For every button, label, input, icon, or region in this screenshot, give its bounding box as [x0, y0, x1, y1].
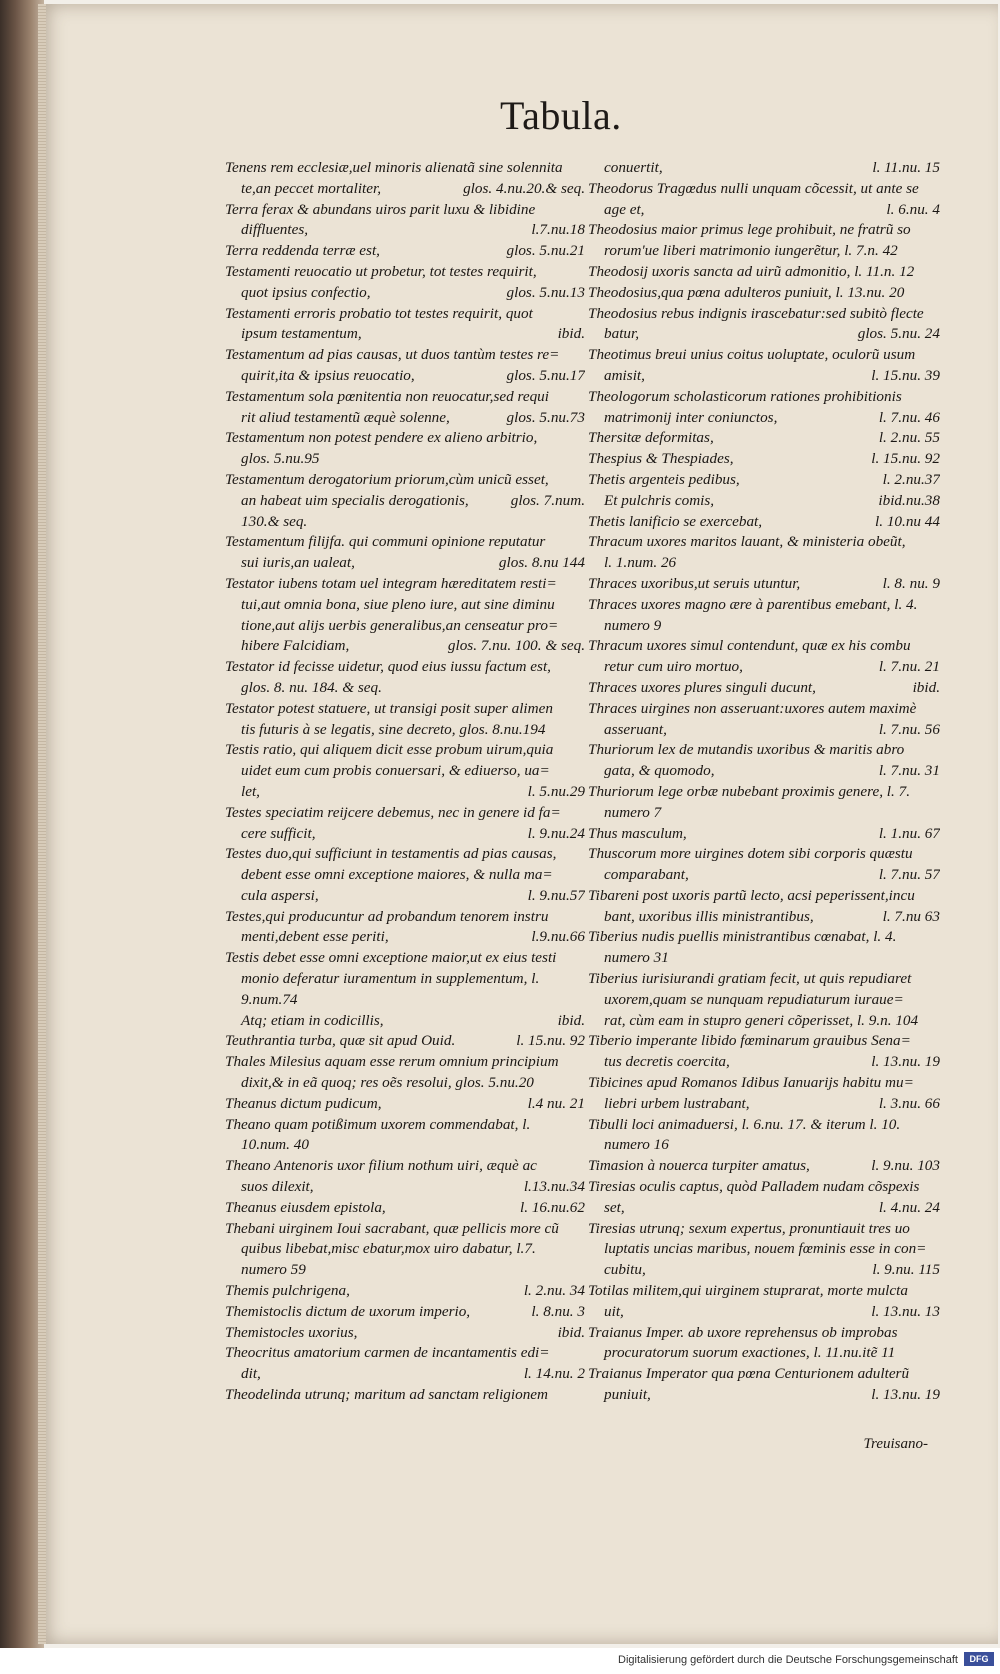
index-entry-line [588, 1094, 940, 1115]
entry-reference: l. 9.nu.57 [527, 886, 585, 904]
index-entry-line [588, 532, 940, 553]
entry-text: dit, [241, 1365, 261, 1383]
entry-text: glos. 5.nu.95 [241, 450, 320, 468]
entry-reference: glos. 7.num. [510, 491, 585, 509]
index-entry-line [225, 824, 585, 845]
entry-reference: l. 9.nu. 115 [872, 1261, 940, 1279]
index-entry-line [588, 1115, 940, 1136]
index-entry-line [225, 1073, 585, 1094]
index-entry-line [225, 927, 585, 948]
entry-text: Thraces uxoribus,ut seruis utuntur, [588, 574, 801, 592]
entry-text: Theodelinda utrunq; maritum ad sanctam religionem [225, 1386, 548, 1404]
index-entry-line [588, 699, 940, 720]
index-entry-line [588, 512, 940, 533]
entry-reference: l. 15.nu. 92 [516, 1032, 585, 1050]
index-entry-line [225, 345, 585, 366]
index-entry-line [588, 470, 940, 491]
index-entry-line [225, 1364, 585, 1385]
index-entry-line [588, 241, 940, 262]
index-entry-line [225, 304, 585, 325]
index-entry-line [225, 408, 585, 429]
index-entry-line [588, 1239, 940, 1260]
entry-text: quirit,ita & ipsius reuocatio, [241, 366, 415, 384]
entry-text: Testamenti erroris probatio tot testes requirit, quot [225, 304, 533, 322]
entry-text: Thespius & Thespiades, [588, 450, 734, 468]
entry-reference: l. 7.nu. 31 [878, 762, 940, 780]
entry-text: tus decretis coercita, [604, 1053, 730, 1071]
entry-reference: l. 10.nu 44 [875, 512, 940, 530]
entry-text: Totilas militem,qui uirginem stuprarat, morte mulcta [588, 1282, 908, 1300]
entry-text: Theotimus breui unius coitus uoluptate, oculorũ usum [588, 346, 916, 364]
entry-text: retur cum uiro mortuo, [604, 658, 743, 676]
entry-reference: ibid.nu.38 [878, 491, 940, 509]
index-entry-line [588, 1364, 940, 1385]
entry-text: debent esse omni exceptione maiores, & nulla ma= [241, 866, 553, 884]
entry-text: set, [604, 1198, 625, 1216]
entry-reference: l.7.nu.18 [531, 221, 585, 239]
catchword: Treuisano- [863, 1436, 928, 1452]
index-entry-line [588, 324, 940, 345]
entry-text: Thuriorum lege orbæ nubebant proximis genere, l. 7. [588, 782, 911, 800]
entry-text: Tibareni post uxoris partũ lecto, acsi peperissent,incu [588, 886, 915, 904]
entry-text: Theodosij uxoris sancta ad uirũ admonitio, l. 11.n. 12 [588, 262, 915, 280]
index-entry-line [225, 428, 585, 449]
index-entry-line [588, 1177, 940, 1198]
index-entry-line [225, 616, 585, 637]
index-entry-line [588, 595, 940, 616]
entry-text: Traianus Imper. ab uxore reprehensus ob improbas [588, 1323, 898, 1341]
index-entry-line [588, 1302, 940, 1323]
index-entry-line [225, 262, 585, 283]
index-entry-line [588, 1323, 940, 1344]
entry-reference: l. 7.nu. 21 [878, 658, 940, 676]
entry-reference: l. 15.nu. 39 [871, 366, 940, 384]
index-entry-line [588, 990, 940, 1011]
index-entry-line [588, 1031, 940, 1052]
index-entry-line [225, 1385, 585, 1406]
entry-text: Theanus eiusdem epistola, [225, 1198, 386, 1216]
entry-reference: l. 15.nu. 92 [871, 450, 940, 468]
entry-text: rit aliud testamentũ æquè solenne, [241, 408, 450, 426]
entry-text: Thebani uirginem Ioui sacrabant, quæ pellicis more cũ [225, 1219, 559, 1237]
index-entry-line [588, 428, 940, 449]
entry-reference: glos. 8.nu 144 [498, 554, 585, 572]
entry-text: comparabant, [604, 866, 689, 884]
index-entry-line [225, 1156, 585, 1177]
index-entry-line [588, 616, 940, 637]
entry-text: Testes speciatim reijcere debemus, nec in genere id fa= [225, 803, 561, 821]
index-entry-line [225, 1198, 585, 1219]
index-entry-line [588, 387, 940, 408]
entry-text: glos. 8. nu. 184. & seq. [241, 678, 382, 696]
entry-text: Tiberius nudis puellis ministrantibus cœnabat, l. 4. [588, 928, 897, 946]
index-entry-line [225, 1031, 585, 1052]
entry-text: numero 59 [241, 1261, 306, 1279]
entry-text: menti,debent esse periti, [241, 928, 389, 946]
index-entry-line [225, 1343, 585, 1364]
entry-reference: l. 14.nu. 2 [523, 1365, 585, 1383]
entry-text: hibere Falcidiam, [241, 637, 350, 655]
entry-text: diffluentes, [241, 221, 309, 239]
index-entry-line [225, 1115, 585, 1136]
index-entry-line [588, 574, 940, 595]
entry-text: Thus masculum, [588, 824, 687, 842]
index-entry-line [588, 927, 940, 948]
entry-reference: glos. 5.nu.13 [506, 283, 585, 301]
page-title: Tabula. [500, 93, 622, 138]
entry-reference: l.4 nu. 21 [527, 1094, 585, 1112]
entry-text: Thraces uirgines non asseruant:uxores autem maximè [588, 699, 917, 717]
entry-reference: glos. 5.nu.21 [506, 242, 585, 260]
index-entry-line [225, 1011, 585, 1032]
index-entry-line [225, 512, 585, 533]
index-entry-line [588, 948, 940, 969]
index-entry-line [225, 678, 585, 699]
entry-text: Thetis argenteis pedibus, [588, 470, 740, 488]
entry-text: bant, uxoribus illis ministrantibus, [604, 907, 814, 925]
entry-text: puniuit, [604, 1386, 651, 1404]
entry-text: Theanus dictum pudicum, [225, 1094, 382, 1112]
entry-text: Tibulli loci animaduersi, l. 6.nu. 17. & iterum l. 10. [588, 1115, 901, 1133]
index-entry-line [588, 1011, 940, 1032]
index-entry-line [588, 345, 940, 366]
entry-text: numero 9 [604, 616, 662, 634]
entry-text: an habeat uim specialis derogationis, [241, 491, 469, 509]
entry-text: Et pulchris comis, [604, 491, 715, 509]
index-entry-line [588, 1385, 940, 1406]
entry-reference: l. 16.nu.62 [520, 1198, 585, 1216]
entry-text: cere sufficit, [241, 824, 316, 842]
index-entry-line [588, 1198, 940, 1219]
entry-reference: ibid. [912, 678, 940, 696]
entry-reference: glos. 7.nu. 100. & seq. [447, 637, 585, 655]
index-entry-line [225, 532, 585, 553]
entry-reference: l. 7.nu. 46 [878, 408, 940, 426]
entry-text: numero 31 [604, 949, 669, 967]
index-entry-line [588, 491, 940, 512]
entry-text: Testamentum derogatorium priorum,cùm unicũ esset, [225, 470, 549, 488]
entry-text: 9.num.74 [241, 990, 298, 1008]
entry-reference: l. 9.nu.24 [527, 824, 585, 842]
entry-reference: l. 5.nu.29 [527, 782, 585, 800]
entry-text: rorum'ue liberi matrimonio iungerẽtur, l. 7.n. 42 [604, 242, 898, 260]
index-entry-line [225, 657, 585, 678]
entry-text: Themis pulchrigena, [225, 1282, 350, 1300]
entry-text: Atq; etiam in codicillis, [241, 1011, 384, 1029]
entry-text: Thersitæ deformitas, [588, 429, 714, 447]
entry-text: Testes duo,qui sufficiunt in testamentis ad pias causas, [225, 845, 557, 863]
index-entry-line [225, 844, 585, 865]
entry-text: Tiberio imperante libido fœminarum grauibus Sena= [588, 1032, 911, 1050]
entry-text: conuertit, [604, 159, 663, 176]
index-entry-line [225, 283, 585, 304]
entry-text: Theologorum scholasticorum rationes prohibitionis [588, 387, 902, 405]
index-entry-line [225, 636, 585, 657]
index-entry-line [588, 824, 940, 845]
index-entry-line [225, 574, 585, 595]
entry-text: Timasion à nouerca turpiter amatus, [588, 1157, 810, 1175]
index-entry-line [588, 304, 940, 325]
entry-text: 130.& seq. [241, 512, 308, 530]
entry-text: Teuthrantia turba, quæ sit apud Ouid. [225, 1032, 456, 1050]
entry-text: uit, [604, 1302, 624, 1320]
index-entry-line [225, 1177, 585, 1198]
entry-reference: l. 2.nu. 34 [523, 1282, 585, 1300]
entry-reference: l. 13.nu. 19 [871, 1386, 940, 1404]
entry-reference: glos. 5.nu.17 [506, 366, 585, 384]
index-entry-line [588, 865, 940, 886]
index-entry-line [225, 1135, 585, 1156]
entry-text: 10.num. 40 [241, 1136, 309, 1154]
index-entry-line [588, 553, 940, 574]
entry-text: Testes,qui producuntur ad probandum tenorem instru [225, 907, 549, 925]
index-entry-line [225, 1260, 585, 1281]
entry-reference: ibid. [557, 1011, 585, 1029]
index-entry-line [225, 200, 585, 221]
entry-text: tione,aut alijs uerbis generalibus,an censeatur pro= [241, 616, 559, 634]
entry-reference: l. 8.nu. 3 [531, 1302, 585, 1320]
index-entry-line [588, 449, 940, 470]
entry-reference: l. 3.nu. 66 [878, 1094, 940, 1112]
entry-text: Testamenti reuocatio ut probetur, tot testes requirit, [225, 262, 537, 280]
entry-text: Tiresias utrunq; sexum expertus, pronuntiauit tres uo [588, 1219, 910, 1237]
entry-text: uidet eum cum probis conuersari, & ediuerso, ua= [241, 762, 550, 780]
entry-reference: l. 7.nu 63 [882, 907, 940, 925]
index-entry-line [588, 262, 940, 283]
index-entry-line [225, 1094, 585, 1115]
index-entry-line [588, 886, 940, 907]
entry-reference: l. 13.nu. 13 [871, 1302, 940, 1320]
index-entry-line [588, 720, 940, 741]
index-entry-line [225, 241, 585, 262]
index-entry-line [225, 1281, 585, 1302]
entry-reference: l.13.nu.34 [523, 1178, 585, 1196]
index-entry-line [588, 636, 940, 657]
page-edge [38, 4, 46, 1644]
index-entry-line [588, 678, 940, 699]
entry-reference: l. 9.nu. 103 [871, 1157, 940, 1175]
index-entry-line [225, 491, 585, 512]
index-entry-line [225, 179, 585, 200]
index-entry-line [588, 803, 940, 824]
index-entry-line [588, 1260, 940, 1281]
index-entry-line [588, 844, 940, 865]
index-entry-line [588, 1052, 940, 1073]
entry-text: Tiberius iurisiurandi gratiam fecit, ut quis repudiaret [588, 970, 912, 988]
entry-reference: l. 4.nu. 24 [878, 1198, 940, 1216]
entry-text: ipsum testamentum, [241, 325, 362, 343]
entry-text: Theodorus Tragœdus nulli unquam cõcessit, ut ante se [588, 179, 919, 197]
entry-text: Traianus Imperator qua pœna Centurionem adulterũ [588, 1365, 910, 1383]
index-entry-line [588, 158, 940, 179]
index-entry-line [588, 907, 940, 928]
entry-reference: glos. 5.nu. 24 [857, 325, 940, 343]
entry-text: Theocritus amatorium carmen de incantamentis edi= [225, 1344, 550, 1362]
entry-text: age et, [604, 200, 645, 218]
entry-text: Tibicines apud Romanos Idibus Ianuarijs habitu mu= [588, 1074, 914, 1092]
entry-text: tis futuris à se legatis, sine decreto, glos. 8.nu.194 [241, 720, 546, 738]
index-column-right [588, 158, 940, 1406]
index-entry-line [225, 1323, 585, 1344]
entry-reference: glos. 5.nu.73 [506, 408, 585, 426]
index-entry-line [225, 449, 585, 470]
entry-text: dixit,& in eã quoq; res oẽs resolui, glos. 5.nu.20 [241, 1074, 534, 1092]
entry-text: te,an peccet mortaliter, [241, 179, 382, 197]
index-entry-line [225, 1219, 585, 1240]
entry-text: Theodosius,qua pœna adulteros puniuit, l. 13.nu. 20 [588, 283, 905, 301]
index-entry-line [225, 595, 585, 616]
entry-reference: l. 7.nu. 57 [878, 866, 940, 884]
index-entry-line [225, 782, 585, 803]
index-entry-line [588, 408, 940, 429]
index-entry-line [588, 220, 940, 241]
entry-text: Tiresias oculis captus, quòd Palladem nudam cõspexis [588, 1178, 920, 1196]
entry-text: sui iuris,an ualeat, [241, 554, 355, 572]
index-entry-line [588, 782, 940, 803]
entry-text: Thuscorum more uirgines dotem sibi corporis quæstu [588, 845, 913, 863]
entry-reference: l. 13.nu. 19 [871, 1053, 940, 1071]
entry-reference: ibid. [557, 1323, 585, 1341]
entry-text: Terra reddenda terræ est, [225, 242, 380, 260]
entry-text: Testator potest statuere, ut transigi posit super alimen [225, 699, 553, 717]
entry-text: Terra ferax & abundans uiros parit luxu & libidine [225, 200, 536, 218]
index-entry-line [225, 886, 585, 907]
entry-text: cubitu, [604, 1261, 646, 1279]
index-entry-line [225, 969, 585, 990]
index-entry-line [225, 1239, 585, 1260]
entry-text: Testamentum ad pias causas, ut duos tantùm testes re= [225, 346, 560, 364]
index-entry-line [225, 803, 585, 824]
entry-text: uxorem,quam se nunquam repudiaturum iuraue= [604, 990, 904, 1008]
entry-text: matrimonij inter coniunctos, [604, 408, 778, 426]
entry-reference: l. 2.nu.37 [882, 470, 940, 488]
entry-reference: l.9.nu.66 [531, 928, 585, 946]
entry-text: asseruant, [604, 720, 667, 738]
entry-text: amisit, [604, 366, 645, 384]
entry-text: numero 16 [604, 1136, 669, 1154]
entry-text: Testamentum filijfa. qui communi opinione reputatur [225, 533, 546, 551]
dfg-logo-icon: DFG [964, 1652, 994, 1666]
entry-text: quibus libebat,misc ebatur,mox uiro dabatur, l.7. [241, 1240, 536, 1258]
entry-text: Tenens rem ecclesiæ,uel minoris alienatã sine solennita [225, 159, 563, 176]
index-entry-line [588, 1343, 940, 1364]
index-entry-line [588, 1281, 940, 1302]
index-entry-line [588, 761, 940, 782]
entry-text: Thetis lanificio se exercebat, [588, 512, 763, 530]
index-entry-line [225, 324, 585, 345]
index-entry-line [588, 1135, 940, 1156]
entry-text: gata, & quomodo, [604, 762, 715, 780]
index-entry-line [225, 720, 585, 741]
entry-text: Thraces uxores magno ære à parentibus emebant, l. 4. [588, 595, 918, 613]
index-column-left [225, 158, 585, 1406]
entry-text: rat, cùm eam in stupro generi cõperisset, l. 9.n. 104 [604, 1011, 919, 1029]
entry-text: Theodosius rebus indignis irascebatur:sed subitò flecte [588, 304, 924, 322]
entry-text: Testis debet esse omni exceptione maior,ut ex eius testi [225, 949, 557, 967]
entry-text: monio deferatur iuramentum in supplementum, l. [241, 970, 540, 988]
entry-reference: ibid. [557, 325, 585, 343]
index-entry-line [225, 865, 585, 886]
entry-reference: l. 8. nu. 9 [882, 574, 940, 592]
index-entry-line [588, 283, 940, 304]
index-entry-line [225, 158, 585, 179]
entry-text: Thracum uxores simul contendunt, quæ ex his combu [588, 637, 911, 655]
entry-text: let, [241, 782, 260, 800]
index-entry-line [588, 969, 940, 990]
entry-text: cula aspersi, [241, 886, 319, 904]
entry-reference: glos. 4.nu.20.& seq. [463, 179, 585, 197]
index-entry-line [588, 1156, 940, 1177]
entry-text: luptatis uncias maribus, nouem fœminis esse in con= [604, 1240, 927, 1258]
index-entry-line [588, 1073, 940, 1094]
index-entry-line [225, 699, 585, 720]
entry-text: Testator iubens totam uel integram hæreditatem resti= [225, 574, 557, 592]
index-entry-line [588, 179, 940, 200]
index-entry-line [225, 387, 585, 408]
index-entry-line [225, 907, 585, 928]
index-entry-line [225, 761, 585, 782]
entry-text: Themistocles uxorius, [225, 1323, 358, 1341]
index-entry-line [588, 366, 940, 387]
entry-reference: l. 6.nu. 4 [886, 200, 940, 218]
index-entry-line [225, 470, 585, 491]
index-entry-line [588, 657, 940, 678]
entry-text: Testis ratio, qui aliquem dicit esse probum uirum,quia [225, 741, 554, 759]
entry-reference: l. 11.nu. 15 [872, 159, 940, 176]
index-entry-line [225, 948, 585, 969]
index-entry-line [225, 1052, 585, 1073]
index-entry-line [225, 740, 585, 761]
index-entry-line [225, 990, 585, 1011]
index-entry-line [588, 200, 940, 221]
index-entry-line [225, 220, 585, 241]
entry-reference: l. 2.nu. 55 [878, 429, 940, 447]
entry-text: suos dilexit, [241, 1178, 314, 1196]
footer-credit: Digitalisierung gefördert durch die Deutsche Forschungsgemeinschaft [618, 1654, 958, 1666]
entry-text: Testamentum sola pœnitentia non reuocatur,sed requi [225, 387, 549, 405]
entry-text: Theodosius maior primus lege prohibuit, ne fratrũ so [588, 221, 911, 239]
entry-text: quot ipsius confectio, [241, 283, 371, 301]
entry-text: Theano quam potißimum uxorem commendabat, l. [225, 1115, 531, 1133]
entry-text: Thales Milesius aquam esse rerum omnium principium [225, 1053, 559, 1071]
entry-text: Testamentum non potest pendere ex alieno arbitrio, [225, 429, 538, 447]
index-entry-line [588, 1219, 940, 1240]
entry-reference: l. 7.nu. 56 [878, 720, 940, 738]
entry-text: Testator id fecisse uidetur, quod eius iussu factum est, [225, 658, 551, 676]
entry-text: Thraces uxores plures singuli ducunt, [588, 678, 816, 696]
entry-text: tui,aut omnia bona, siue pleno iure, aut sine diminu [241, 595, 555, 613]
entry-text: Thuriorum lex de mutandis uxoribus & maritis abro [588, 741, 905, 759]
entry-reference: l. 1.nu. 67 [878, 824, 940, 842]
index-entry-line [588, 740, 940, 761]
index-entry-line [225, 366, 585, 387]
entry-text: Themistoclis dictum de uxorum imperio, [225, 1302, 471, 1320]
index-entry-line [225, 553, 585, 574]
index-entry-line [225, 1302, 585, 1323]
entry-text: l. 1.num. 26 [604, 554, 677, 572]
entry-text: batur, [604, 325, 640, 343]
entry-text: numero 7 [604, 803, 662, 821]
entry-text: Theano Antenoris uxor filium nothum uiri, æquè ac [225, 1157, 537, 1175]
entry-text: procuratorum suorum exactiones, l. 11.nu.itẽ 11 [604, 1344, 896, 1362]
entry-text: Thracum uxores maritos lauant, & ministeria obeũt, [588, 533, 906, 551]
entry-text: liebri urbem lustrabant, [604, 1094, 750, 1112]
